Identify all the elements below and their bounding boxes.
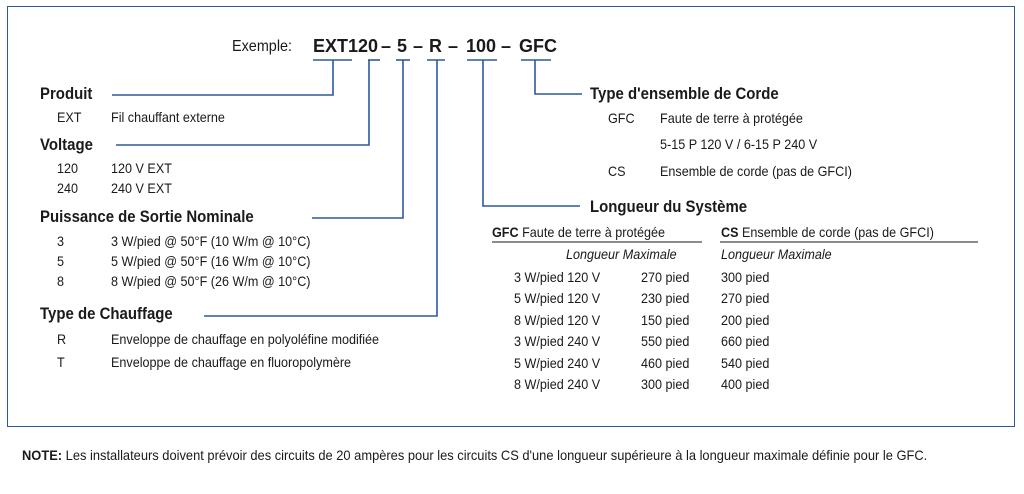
corde-desc: Ensemble de corde (pas de GFCI) bbox=[660, 163, 852, 179]
length-row-cs: 200 pied bbox=[721, 311, 770, 328]
puissance-code: 8 bbox=[57, 273, 65, 289]
corde-code: GFC bbox=[608, 110, 635, 126]
produit-code: EXT bbox=[57, 109, 82, 125]
example-dash: – bbox=[501, 36, 512, 56]
note-label: NOTE: bbox=[22, 447, 63, 463]
puissance-code: 3 bbox=[57, 233, 65, 249]
length-row-label: 8 W/pied 240 V bbox=[514, 376, 601, 392]
section-title-puissance: Puissance de Sortie Nominale bbox=[40, 207, 254, 226]
note bbox=[22, 445, 933, 465]
chauffage-code: T bbox=[57, 354, 65, 370]
chauffage-desc: Enveloppe de chauffage en polyoléfine modifiée bbox=[111, 331, 380, 347]
length-row-gfc: 300 pied bbox=[641, 376, 690, 392]
length-row-cs: 660 pied bbox=[721, 333, 770, 350]
puissance-desc: 3 W/pied @ 50°F (10 W/m @ 10°C) bbox=[111, 233, 311, 249]
chauffage-code: R bbox=[57, 331, 67, 347]
section-title-corde: Type d'ensemble de Corde bbox=[590, 84, 779, 103]
length-row-gfc: 270 pied bbox=[641, 269, 690, 285]
longueur-sub-cs: Longueur Maximale bbox=[721, 246, 832, 262]
example-part-product: EXT120 bbox=[313, 36, 379, 56]
corde-code: CS bbox=[608, 163, 626, 179]
length-row-label: 3 W/pied 240 V bbox=[514, 333, 601, 350]
corde-desc: Faute de terre à protégée bbox=[660, 110, 803, 126]
puissance-code: 5 bbox=[57, 253, 65, 269]
produit-desc: Fil chauffant externe bbox=[111, 109, 225, 125]
example-part-heating: R bbox=[429, 36, 442, 56]
length-row-label: 5 W/pied 120 V bbox=[514, 290, 601, 307]
section-title-produit: Produit bbox=[40, 84, 93, 103]
length-row-gfc: 460 pied bbox=[641, 354, 690, 371]
note-text: Les installateurs doivent prévoir des circuits de 20 ampères pour les circuits CS d'une longueur supérieure à la longueur maximale définie pour le GFC. bbox=[65, 447, 928, 463]
chauffage-desc: Enveloppe de chauffage en fluoropolymère bbox=[111, 354, 352, 370]
voltage-desc: 120 V EXT bbox=[111, 160, 172, 176]
gfc-header-code: GFC bbox=[492, 224, 519, 240]
section-title-chauffage: Type de Chauffage bbox=[40, 304, 173, 323]
example-part-cord: GFC bbox=[519, 36, 557, 56]
section-title-voltage: Voltage bbox=[40, 135, 93, 154]
example-part-length: 100 bbox=[466, 36, 497, 56]
puissance-desc: 8 W/pied @ 50°F (26 W/m @ 10°C) bbox=[111, 273, 311, 289]
example-label: Exemple: bbox=[232, 38, 293, 55]
length-row-label: 8 W/pied 120 V bbox=[514, 311, 601, 328]
length-row-label: 5 W/pied 240 V bbox=[514, 354, 601, 371]
gfc-header-text: Faute de terre à protégée bbox=[522, 224, 666, 240]
example-dash: – bbox=[448, 36, 459, 56]
cs-header-text: Ensemble de corde (pas de GFCI) bbox=[742, 224, 934, 240]
voltage-desc: 240 V EXT bbox=[111, 180, 172, 196]
longueur-sub-gfc: Longueur Maximale bbox=[566, 246, 677, 262]
length-row-cs: 300 pied bbox=[721, 269, 770, 285]
example-dash: – bbox=[413, 36, 424, 56]
length-row-gfc: 550 pied bbox=[641, 333, 690, 350]
section-title-longueur: Longueur du Système bbox=[590, 197, 748, 216]
length-row-gfc: 230 pied bbox=[641, 290, 690, 307]
voltage-code: 240 bbox=[57, 180, 79, 196]
length-row-gfc: 150 pied bbox=[641, 311, 690, 328]
length-row-cs: 540 pied bbox=[721, 354, 770, 371]
cs-header-code: CS bbox=[721, 224, 739, 240]
length-row-cs: 400 pied bbox=[721, 376, 770, 392]
voltage-code: 120 bbox=[57, 160, 79, 176]
length-row-label: 3 W/pied 120 V bbox=[514, 269, 601, 285]
length-row-cs: 270 pied bbox=[721, 290, 770, 307]
puissance-desc: 5 W/pied @ 50°F (16 W/m @ 10°C) bbox=[111, 253, 311, 269]
example-part-power: 5 bbox=[397, 36, 408, 56]
corde-desc: 5-15 P 120 V / 6-15 P 240 V bbox=[660, 136, 818, 152]
example-dash: – bbox=[381, 36, 392, 56]
